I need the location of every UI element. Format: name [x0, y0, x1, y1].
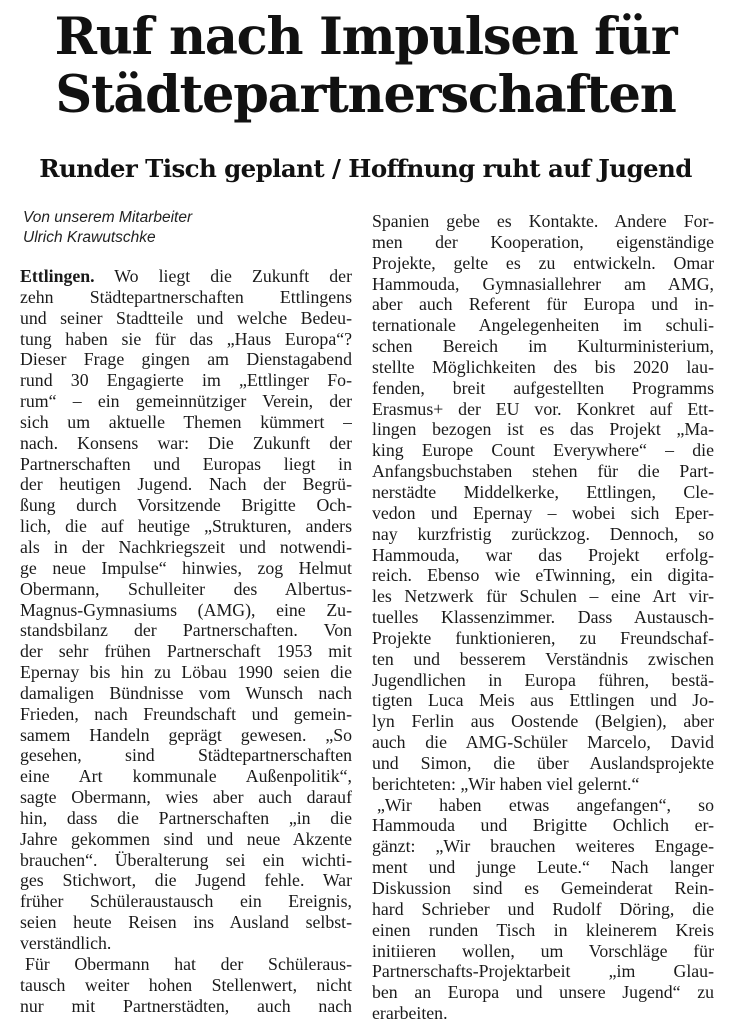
text-line: der sehr frühen Partnerschaft 1953 mit	[20, 641, 352, 662]
headline-line-1: Ruf nach Impulsen für	[54, 7, 677, 67]
text-line: reich. Ebenso wie eTwinning, ein digita-	[372, 565, 714, 586]
text-line: verständlich.	[20, 933, 112, 953]
text-line: Dieser Frage gingen am Dienstagabend	[20, 349, 352, 370]
text-line: sagte Obermann, wies aber auch darauf	[20, 787, 352, 808]
text-line: lich, die auf heutige „Strukturen, anders	[20, 516, 352, 537]
text-line: und Simon, die über Auslandsprojekte	[372, 752, 714, 773]
text-line: ben an Europa und unsere Jugend“ zu	[372, 982, 714, 1003]
text-line: damaligen Bündnisse vom Wunsch nach	[20, 682, 352, 703]
article-column-left	[20, 208, 352, 1016]
article-column-right	[372, 211, 714, 1024]
text-line: Magnus-Gymnasiums (AMG), eine Zu-	[20, 599, 352, 620]
byline	[23, 208, 352, 248]
text-line: früher Schüleraustausch ein Ereignis,	[20, 891, 352, 912]
text-line: men der Kooperation, eigenständige	[372, 231, 714, 252]
text-line: gesehen, sind Städtepartnerschaften	[20, 745, 352, 766]
text-line: king Europe Count Everywhere“ – die	[372, 440, 714, 461]
subheadline: Runder Tisch geplant / Hoffnung ruht auf Jugend	[39, 154, 692, 183]
text-line: initiieren wollen, um Vorschläge für	[372, 940, 714, 961]
text-line: stellte Möglichkeiten des bis 2020 lau-	[372, 356, 714, 377]
text-line: ternationale Angelegenheiten im schuli-	[372, 315, 714, 336]
text-line: tigten Luca Meis aus Ettlingen und Jo-	[372, 690, 714, 711]
text-line: Jahre gekommen sind und neue Akzente	[20, 828, 352, 849]
text-line: nay kurzfristig zurückzog. Dennoch, so	[372, 523, 714, 544]
headline-line-2: Städtepartnerschaften	[55, 65, 676, 125]
text-line: Partnerschaften und Europas liegt in	[20, 453, 352, 474]
text-line: les Netzwerk für Schulen – eine Art vir-	[372, 586, 714, 607]
text-line: Spanien gebe es Kontakte. Andere For-	[372, 211, 714, 231]
text-line: Erasmus+ der EU vor. Konkret auf Ett-	[372, 398, 714, 419]
text-line: einen runden Tisch in kleinerem Kreis	[372, 919, 714, 940]
text-line: aber auch Referent für Europa und in-	[372, 294, 714, 315]
text-line: Projekte funktionieren, zu Freundschaf-	[372, 627, 714, 648]
text-line: sich um aktuelle Themen kümmert –	[20, 411, 352, 432]
text-line: eine Art kommunale Außenpolitik“,	[20, 766, 352, 787]
text-line: tung haben sie für das „Haus Europa“?	[20, 328, 352, 349]
text-line: ten und besserem Verständnis zwischen	[372, 648, 714, 669]
text-line: brauchen“. Überalterung sei ein wichti-	[20, 849, 352, 870]
text-line: Ettlingen. Wo liegt die Zukunft der	[20, 266, 352, 286]
text-line: seien heute Reisen ins Ausland selbst-	[20, 912, 352, 933]
text-line: hard Schrieber und Rudolf Döring, die	[372, 898, 714, 919]
text-line: Für Obermann hat der Schüleraus-	[25, 953, 352, 974]
text-line: nur mit Partnerstädten, auch nach	[20, 995, 352, 1016]
text-line: der heutigen Jugend. Nach der Begrü-	[20, 474, 352, 495]
text-line: und seiner Stadtteile und welche Bedeu-	[20, 307, 352, 328]
right-column-text	[372, 211, 714, 1024]
text-line: lingen bezogen ist es das Projekt „Ma-	[372, 419, 714, 440]
text-line: Partnerschafts-Projektarbeit „im Glau-	[372, 961, 714, 982]
text-line: tuelles Klassenzimmer. Dass Austausch-	[372, 607, 714, 628]
text-line: Obermann, Schulleiter des Albertus-	[20, 578, 352, 599]
text-line: als in der Nachkriegszeit und notwendi-	[20, 536, 352, 557]
text-line: nerstädte Middelkerke, Ettlingen, Cle-	[372, 481, 714, 502]
left-column-text	[20, 266, 352, 1016]
text-line: rum“ – ein gemeinnütziger Verein, der	[20, 391, 352, 412]
dateline: Ettlingen.	[20, 266, 95, 286]
byline-author-role: Von unserem Mitarbeiter	[23, 209, 193, 226]
text-line: fenden, breit aufgestellten Programms	[372, 377, 714, 398]
text-line: rund 30 Engagierte im „Ettlinger Fo-	[20, 370, 352, 391]
text-line: zehn Städtepartnerschaften Ettlingens	[20, 286, 352, 307]
text-line: vedon und Epernay – wobei sich Eper-	[372, 502, 714, 523]
text-line: standsbilanz der Partnerschaften. Von	[20, 620, 352, 641]
text-line: Diskussion sind es Gemeinderat Rein-	[372, 878, 714, 898]
text-line: auch die AMG-Schüler Marcelo, David	[372, 732, 714, 753]
text-line: „Wir haben etwas angefangen“, so	[377, 794, 714, 815]
text-line: ge neue Impulse“ hinwies, zog Helmut	[20, 557, 352, 578]
text-line: lyn Ferlin aus Oostende (Belgien), aber	[372, 711, 714, 732]
byline-author-name: Ulrich Krawutschke	[23, 229, 156, 246]
text-line: Jugendlichen in Europa führen, bestä-	[372, 669, 714, 690]
text-line: ment und junge Leute.“ Nach langer	[372, 857, 714, 878]
text-line: berichteten: „Wir haben viel gelernt.“	[372, 773, 640, 794]
text-line: Projekte, gelte es zu entwickeln. Omar	[372, 252, 714, 273]
text-line: ßung durch Vorsitzende Brigitte Och-	[20, 495, 352, 516]
text-line: samem Handeln geprägt gewesen. „So	[20, 724, 352, 745]
text-line: ges Stichwort, die Jugend fehle. War	[20, 870, 352, 891]
headline	[0, 8, 731, 124]
text-line: schen Bereich im Kulturministerium,	[372, 336, 714, 357]
text-line: Frieden, nach Freundschaft und gemein-	[20, 703, 352, 724]
text-line: Hammouda, war das Projekt erfolg-	[372, 544, 714, 565]
text-line: gänzt: „Wir brauchen weiteres Engage-	[372, 836, 714, 857]
text-line: nach. Konsens war: Die Zukunft der	[20, 432, 352, 453]
text-line: Hammouda und Brigitte Ochlich er-	[372, 815, 714, 836]
text-line: Epernay bis hin zu Löbau 1990 seien die	[20, 662, 352, 683]
text-line: tausch weiter hohen Stellenwert, nicht	[20, 974, 352, 995]
text-line: erarbeiten.	[372, 1003, 448, 1024]
text-line: Anfangsbuchstaben stehen für die Part-	[372, 461, 714, 482]
text-line: hin, dass die Partnerschaften „in die	[20, 807, 352, 828]
text-line: Hammouda, Gymnasiallehrer am AMG,	[372, 273, 714, 294]
